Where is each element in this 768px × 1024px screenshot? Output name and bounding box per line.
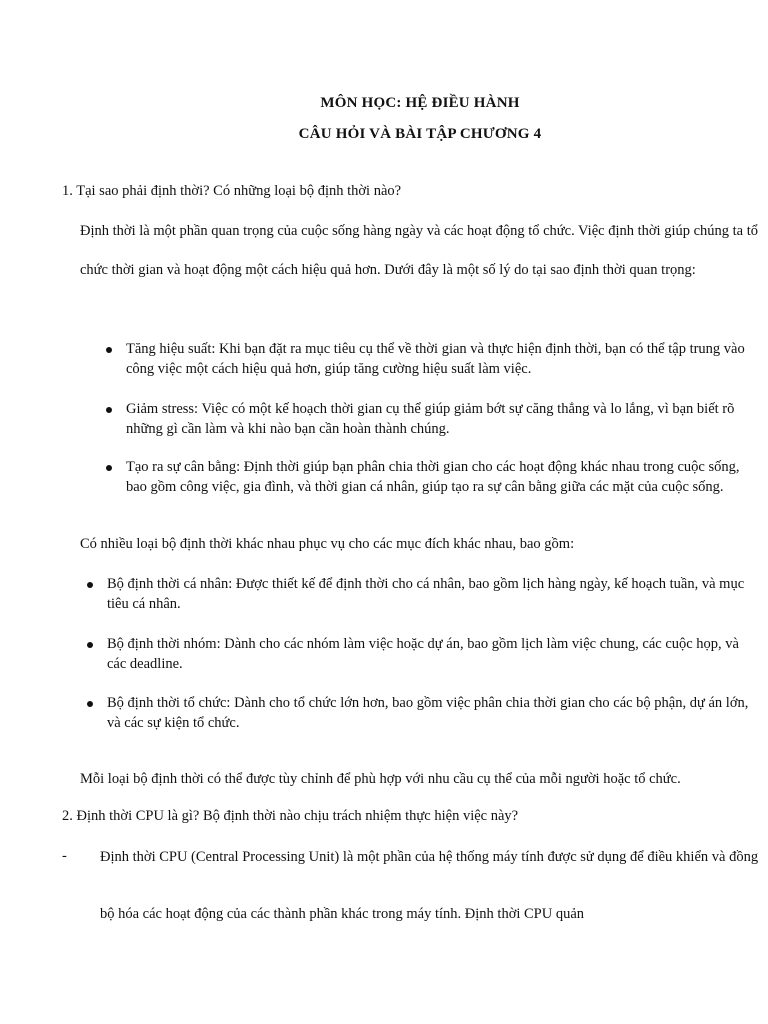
reason-text: Tăng hiệu suất: Khi bạn đặt ra mục tiêu cụ thể về thời gian và thực hiện định thời, bạn có thể tập trung vào công việc một cách hiệu quả hơn, giúp tăng cường hiệu suất làm việc.: [126, 341, 745, 377]
question-1: 1. Tại sao phải định thời? Có những loại bộ định thời nào?: [62, 183, 402, 199]
type-text: Bộ định thời tổ chức: Dành cho tổ chức lớn hơn, bao gồm việc phân chia thời gian cho các bộ phận, dự án lớn, và các sự kiện tổ chức.: [107, 695, 749, 731]
type-item: [107, 574, 757, 614]
reason-text: Tạo ra sự cân bằng: Định thời giúp bạn phân chia thời gian cho các hoạt động khác nhau trong cuộc sống, bao gồm công việc, gia đình, và thời gian cá nhân, giúp tạo ra sự cân bằng giữa các mặt của cuộc sống.: [126, 459, 740, 495]
question-1-conclusion: Mỗi loại bộ định thời có thể được tùy chỉnh để phù hợp với nhu cầu cụ thể của mỗi người hoặc tổ chức.: [80, 771, 681, 787]
type-text: Bộ định thời cá nhân: Được thiết kế để định thời cho cá nhân, bao gồm lịch hàng ngày, kế hoạch tuần, và mục tiêu cá nhân.: [107, 576, 745, 612]
reason-item: [126, 339, 760, 379]
bullet-icon: [87, 582, 93, 588]
reason-item: [126, 399, 760, 439]
bullet-icon: [87, 701, 93, 707]
type-text: Bộ định thời nhóm: Dành cho các nhóm làm việc hoặc dự án, bao gồm lịch làm việc chung, các cuộc họp, và các deadline.: [107, 636, 739, 672]
chapter-title: CÂU HỎI VÀ BÀI TẬP CHƯƠNG 4: [298, 126, 542, 142]
type-item: [107, 634, 757, 674]
types-intro: Có nhiều loại bộ định thời khác nhau phục vụ cho các mục đích khác nhau, bao gồm:: [80, 536, 575, 552]
bullet-icon: [106, 465, 112, 471]
reason-text: Giảm stress: Việc có một kế hoạch thời gian cụ thể giúp giảm bớt sự căng thẳng và lo lắng, vì bạn biết rõ những gì cần làm và khi nào bạn cần hoàn thành chúng.: [126, 401, 735, 437]
bullet-icon: [106, 407, 112, 413]
question-2-answer: Định thời CPU (Central Processing Unit) là một phần của hệ thống máy tính được sử dụng để điều khiển và đồng bộ hóa các hoạt động của các thành phần khác trong máy tính. Định thời CPU quản: [100, 849, 759, 922]
bullet-icon: [87, 642, 93, 648]
reason-item: [126, 457, 760, 497]
question-2: 2. Định thời CPU là gì? Bộ định thời nào chịu trách nhiệm thực hiện việc này?: [62, 808, 519, 824]
type-item: [107, 693, 757, 733]
subject-title: MÔN HỌC: HỆ ĐIỀU HÀNH: [320, 95, 520, 111]
dash-marker: -: [62, 848, 67, 864]
question-1-intro: Định thời là một phần quan trọng của cuộc sống hàng ngày và các hoạt động tổ chức. Việc định thời giúp chúng ta tổ chức thời gian và hoạt động một cách hiệu quả hơn. Dưới đây là một số lý do tại sao định thời quan trọng:: [80, 223, 759, 278]
bullet-icon: [106, 347, 112, 353]
